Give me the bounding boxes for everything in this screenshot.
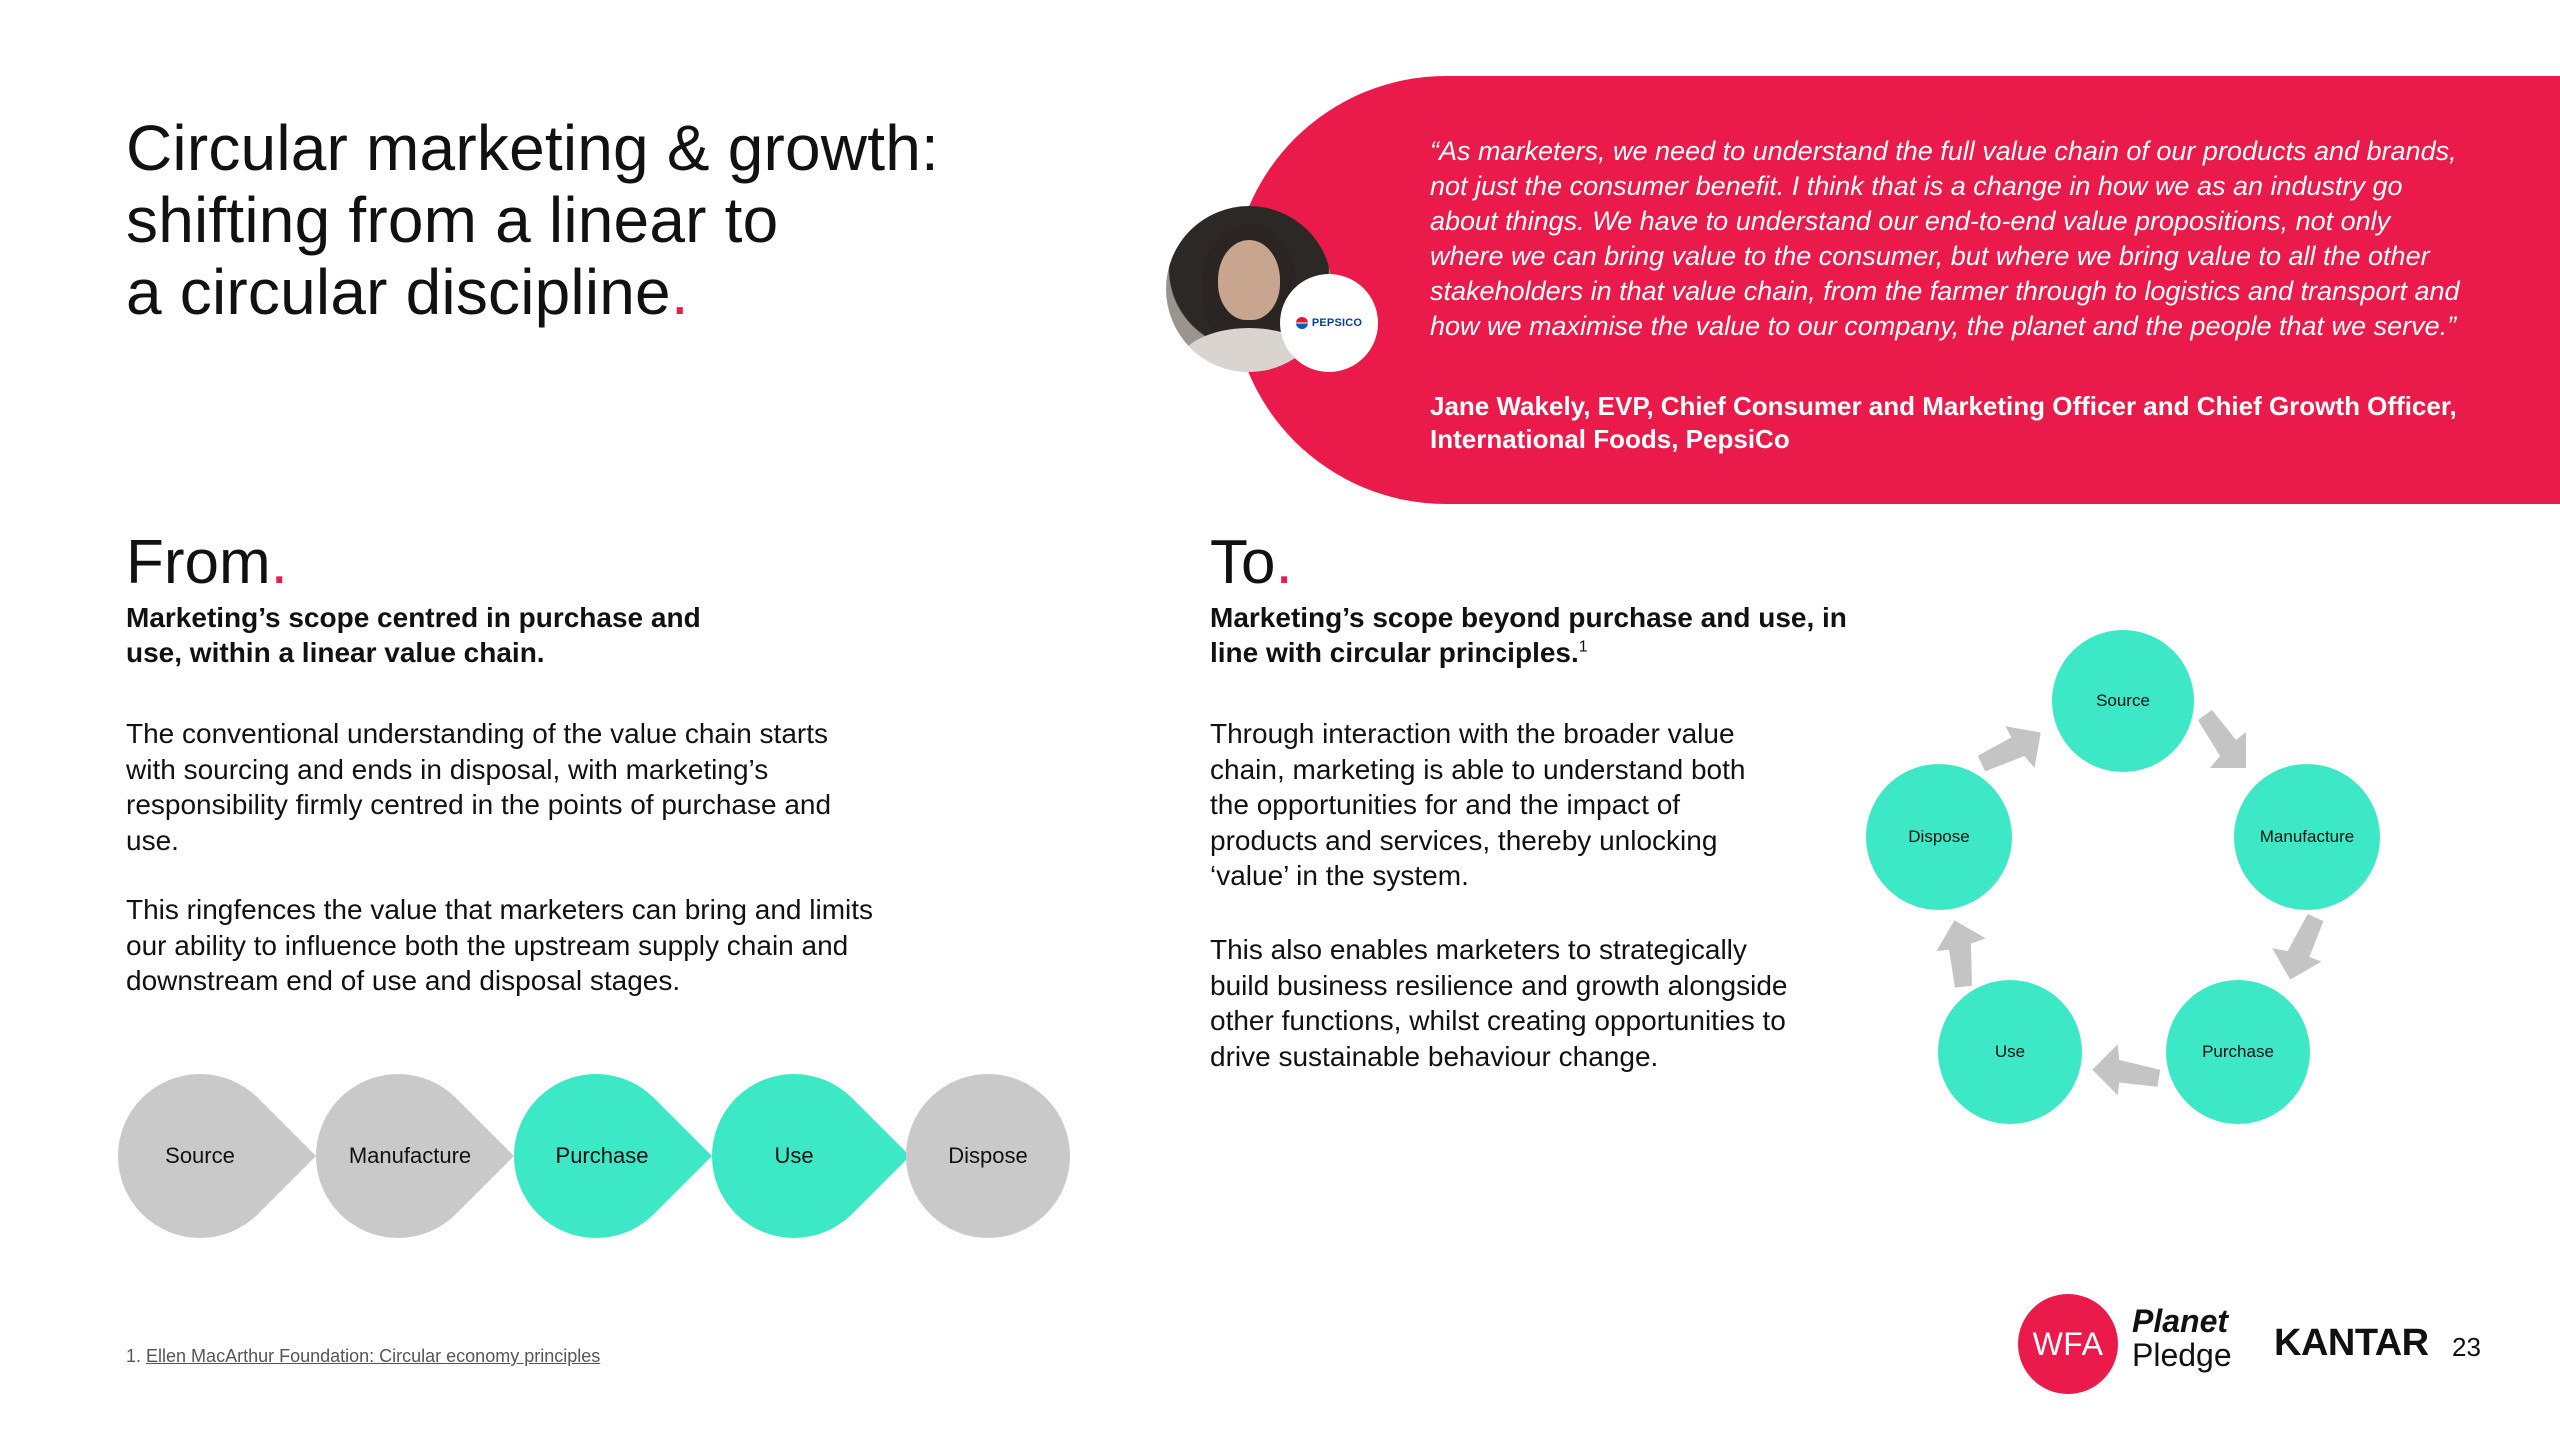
to-paragraph-2: This also enables marketers to strategically build business resilience and growth alongside other functions, whilst creating opportunities to drive sustainable behaviour change. (1210, 934, 1788, 1072)
from-heading (126, 528, 288, 598)
planet-pledge-line-2: Pledge (2132, 1337, 2232, 1373)
title-line-2: shifting from a linear to (126, 184, 779, 256)
cycle-node-manufacture: Manufacture (2234, 764, 2380, 910)
cycle-node-use: Use (1938, 980, 2082, 1124)
footnote-number: 1. (126, 1346, 142, 1366)
cycle-arrow-source-to-manufacture-icon (2188, 704, 2268, 784)
cycle-arrow-use-to-dispose-icon (1918, 910, 1998, 990)
planet-pledge-logo (2132, 1304, 2232, 1372)
footnote-marker: 1 (1578, 638, 1588, 656)
cycle-node-source: Source (2052, 630, 2194, 772)
pepsico-globe-icon (1296, 317, 1308, 329)
chain-label-source: Source (165, 1143, 235, 1168)
chain-label-dispose: Dispose (948, 1143, 1028, 1168)
cycle-arrow-manufacture-to-purchase-icon (2262, 912, 2342, 992)
from-subheading: Marketing’s scope centred in purchase and use, within a linear value chain. (126, 602, 701, 668)
to-subheading (1210, 600, 1870, 670)
planet-pledge-line-1: Planet (2132, 1303, 2229, 1339)
kantar-logo: KANTAR (2274, 1322, 2429, 1364)
footnote-link[interactable]: Ellen MacArthur Foundation: Circular economy principles (146, 1346, 601, 1366)
title-line-3 (126, 256, 1086, 328)
to-subheading-text: Marketing’s scope beyond purchase and use, in line with circular principles. (1210, 602, 1847, 668)
cycle-arrow-purchase-to-use-icon (2082, 1034, 2162, 1114)
title-line-1: Circular marketing & growth: (126, 112, 939, 184)
footnote (126, 1346, 600, 1367)
pepsico-logo-text: PEPSICO (1311, 317, 1363, 329)
from-paragraph-1: The conventional understanding of the value chain starts with sourcing and ends in disposal, with marketing’s responsibility firmly centred in the points of purchase and use. (126, 718, 832, 856)
to-accent-dot: . (1275, 528, 1293, 597)
avatar-face-shape (1218, 240, 1280, 320)
cycle-arrow-dispose-to-source-icon (1974, 706, 2054, 786)
chain-label-purchase: Purchase (555, 1143, 649, 1168)
page-number: 23 (2452, 1332, 2481, 1362)
to-heading-text: To (1210, 528, 1276, 597)
to-paragraph-1: Through interaction with the broader value chain, marketing is able to understand both the opportunities for and the impact of products and services, thereby unlocking ‘value’ in the system. (1210, 718, 1746, 891)
title-accent-dot: . (670, 256, 689, 328)
from-heading-text: From (126, 528, 271, 597)
from-accent-dot: . (270, 528, 288, 597)
chain-label-use: Use (774, 1143, 814, 1168)
cycle-node-purchase: Purchase (2166, 980, 2310, 1124)
wfa-logo: WFA (2018, 1294, 2118, 1394)
title-line-3-text: a circular discipline (126, 256, 671, 328)
pepsico-logo-badge (1280, 274, 1378, 372)
page-title (126, 112, 1086, 328)
quote-attribution: Jane Wakely, EVP, Chief Consumer and Marketing Officer and Chief Growth Officer, International Foods, PepsiCo (1430, 391, 2457, 454)
cycle-node-dispose: Dispose (1866, 764, 2012, 910)
quote-text: “As marketers, we need to understand the full value chain of our products and brands, not just the consumer benefit. I think that is a change in how we as an industry go about things. We have to understand our end-to-end value propositions, not only where we can bring value to the consumer, but where we bring value to all the other stakeholders in that value chain, from the farmer through to logistics and transport and how we maximise the value to our company, the planet and the people that we serve.” (1430, 136, 2460, 341)
chain-label-manufacture: Manufacture (348, 1143, 472, 1168)
from-paragraph-2: This ringfences the value that marketers can bring and limits our ability to influence both the upstream supply chain and downstream end of use and disposal stages. (126, 894, 874, 996)
to-heading (1210, 528, 1293, 598)
